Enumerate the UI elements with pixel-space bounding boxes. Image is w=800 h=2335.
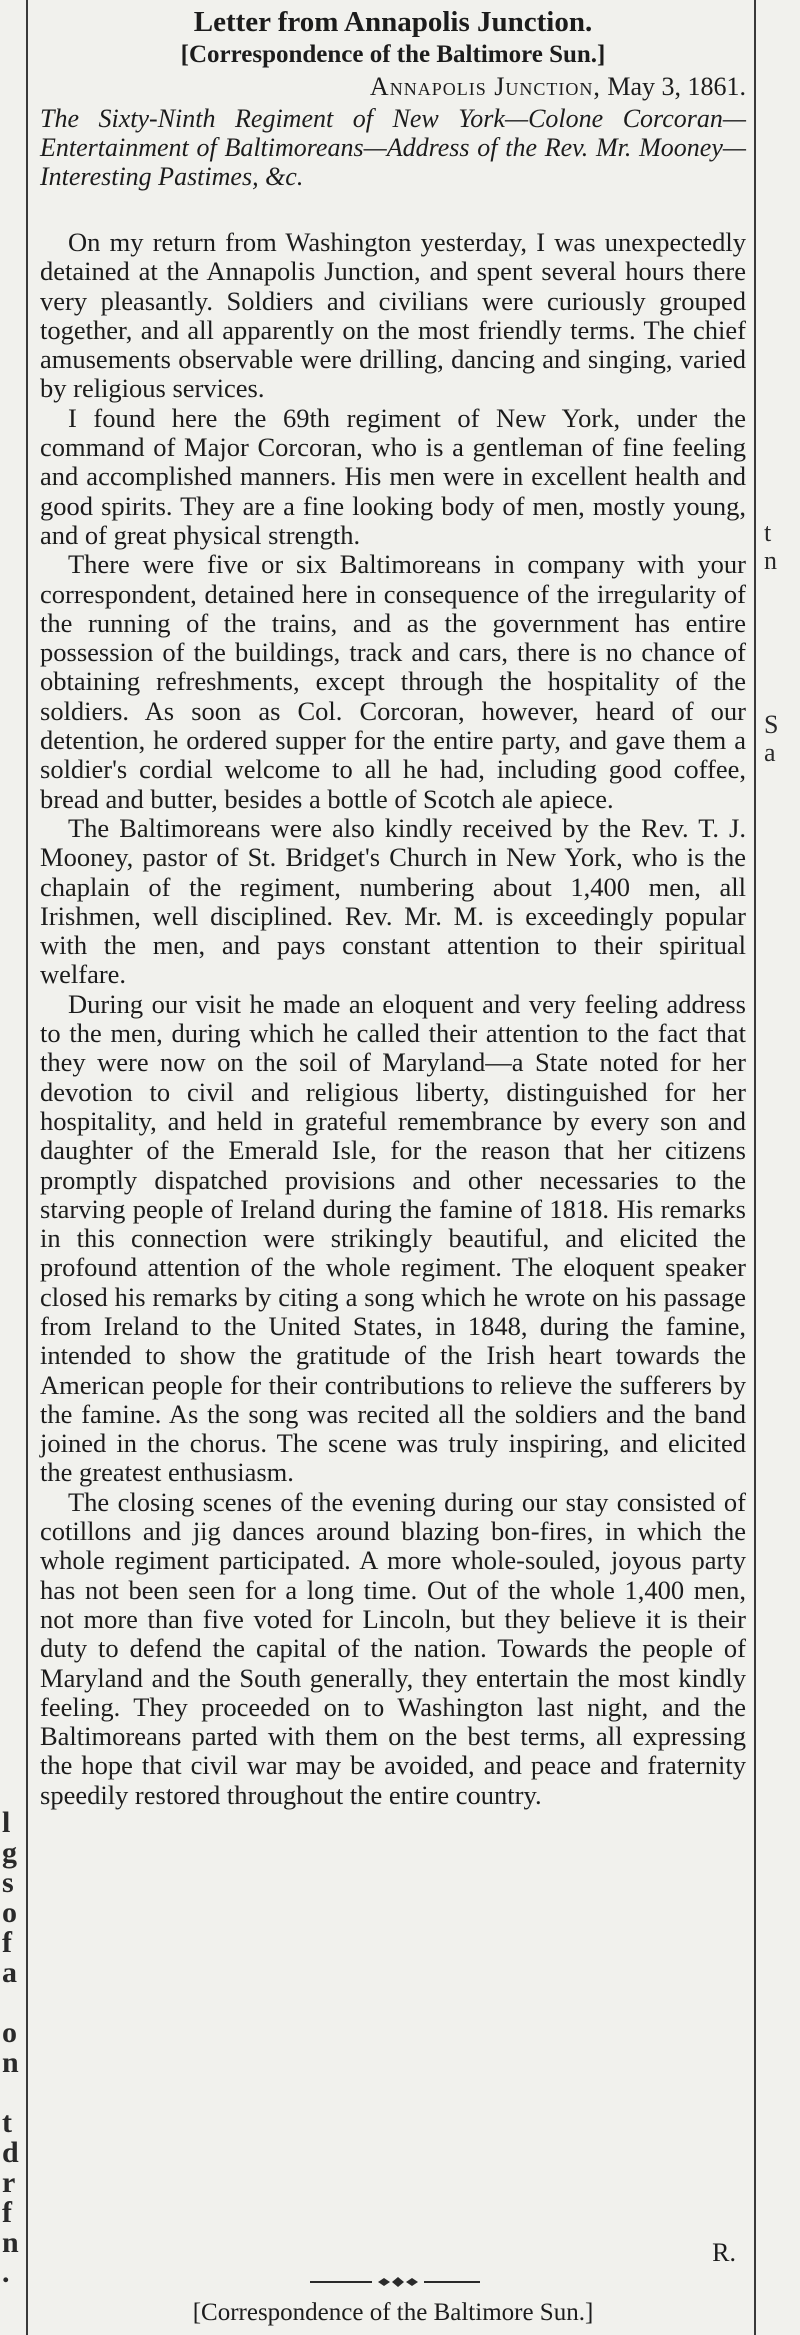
fragment: n <box>2 2046 19 2079</box>
ornament-divider <box>310 2275 480 2289</box>
fragment: n <box>764 546 777 575</box>
paragraph: During our visit he made an eloquent and very feeling address to the men, during which he called their attention to the fact that they were now on the soil of Maryland—a State noted for her devotion to civil and religious liberty, distinguished for her hospitality, and held in grateful remembrance by every son and daughter of the Emerald Isle, for the reason that her citizens promptly dispatched provisions and other necessaries to the starving people of Ireland during the famine of 1818. His remarks in this connection were strikingly beautiful, and elicited the profound attention of the whole regiment. The eloquent speaker closed his remarks by citing a song which he wrote on his passage from Ireland to the United States, in 1848, during the famine, intended to show the gratitude of the Irish heart towards the American people for their contributions to relieve the sufferers by the famine. As the song was recited all the soldiers and the band joined in the chorus. The scene was truly inspiring, and elicited the greatest enthusiasm. <box>40 988 746 1488</box>
fragment: d <box>2 2136 19 2169</box>
column-rule-right <box>754 0 756 2335</box>
fragment: f <box>2 1926 12 1959</box>
fragment: g <box>2 1836 17 1869</box>
fragment: t <box>2 2106 12 2139</box>
fragment: . <box>2 2256 10 2289</box>
fragment: r <box>2 2166 16 2199</box>
column-rule-left <box>26 0 28 2335</box>
fragment: l <box>2 1806 11 1839</box>
paragraph: On my return from Washington yesterday, I was unexpectedly detained at the Annapolis Junction, and spent several hours there very pleasantly. Soldiers and civilians were curiously grouped together, and all apparently on the most friendly terms. The chief amusements observable were drilling, dancing and singing, varied by religious services. <box>40 227 746 404</box>
fragment: f <box>2 2196 12 2229</box>
next-article-credit: [Correspondence of the Baltimore Sun.] <box>192 2299 594 2326</box>
dateline-date: May 3, 1861. <box>607 72 746 101</box>
fragment: s <box>2 1866 14 1899</box>
fragment: t <box>764 518 772 547</box>
fragment: a <box>2 1956 17 1989</box>
correspondence-credit: [Correspondence of the Baltimore Sun.] <box>180 41 606 68</box>
article-body <box>40 228 746 1810</box>
paragraph: The Baltimoreans were also kindly received by the Rev. T. J. Mooney, pastor of St. Bridget's Church in New York, who is the chaplain of the regiment, numbering about 1,400 men, all Irishmen, well disciplined. Rev. Mr. M. is exceedingly popular with the men, and pays constant attention to their spiritual welfare. <box>40 812 746 990</box>
article-headline: Letter from Annapolis Junction. <box>193 6 593 38</box>
dateline <box>40 72 746 102</box>
right-column-fragments <box>762 0 800 2335</box>
left-column-fragments <box>0 0 22 2335</box>
fragment: a <box>764 738 776 767</box>
fragment: o <box>2 2016 17 2049</box>
dateline-place: Annapolis Junction, <box>369 72 601 101</box>
paragraph: The closing scenes of the evening during our stay consisted of cotillons and jig dances around blazing bon-fires, in which the whole regiment participated. A more whole-souled, joyous party has not been seen for a long time. Out of the whole 1,400 men, not more than five voted for Lincoln, but they believe it is their duty to defend the capital of the nation. Towards the people of Maryland and the South generally, they entertain the most kindly feeling. They proceeded on to Washington last night, and the Baltimoreans parted with them on the best terms, all expressing the hope that civil war may be avoided, and peace and fraternity speedily restored throughout the entire country. <box>40 1486 746 1810</box>
article-summary: The Sixty-Ninth Regiment of New York—Colone Corcoran—Entertainment of Baltimoreans—Address of the Rev. Mr. Mooney—Interesting Pastimes, &c. <box>40 104 746 191</box>
fragment: S <box>764 710 779 739</box>
paragraph: I found here the 69th regiment of New York, under the command of Major Corcoran, who is a gentleman of fine feeling and accomplished manners. His men were in excellent health and good spirits. They are a fine looking body of men, mostly young, and of great physical strength. <box>40 402 746 550</box>
fragment: n <box>2 2226 19 2259</box>
signature: R. <box>712 2238 736 2267</box>
fragment: o <box>2 1896 17 1929</box>
paragraph: There were five or six Baltimoreans in company with your correspondent, detained here in consequence of the irregularity of the running of the trains, and as the government has entire possession of the buildings, track and cars, there is no chance of obtaining refreshments, except through the hospitality of the soldiers. As soon as Col. Corcoran, however, heard of our detention, he ordered supper for the entire party, and gave them a soldier's cordial welcome to all he had, including good coffee, bread and butter, besides a bottle of Scotch ale apiece. <box>40 549 746 814</box>
